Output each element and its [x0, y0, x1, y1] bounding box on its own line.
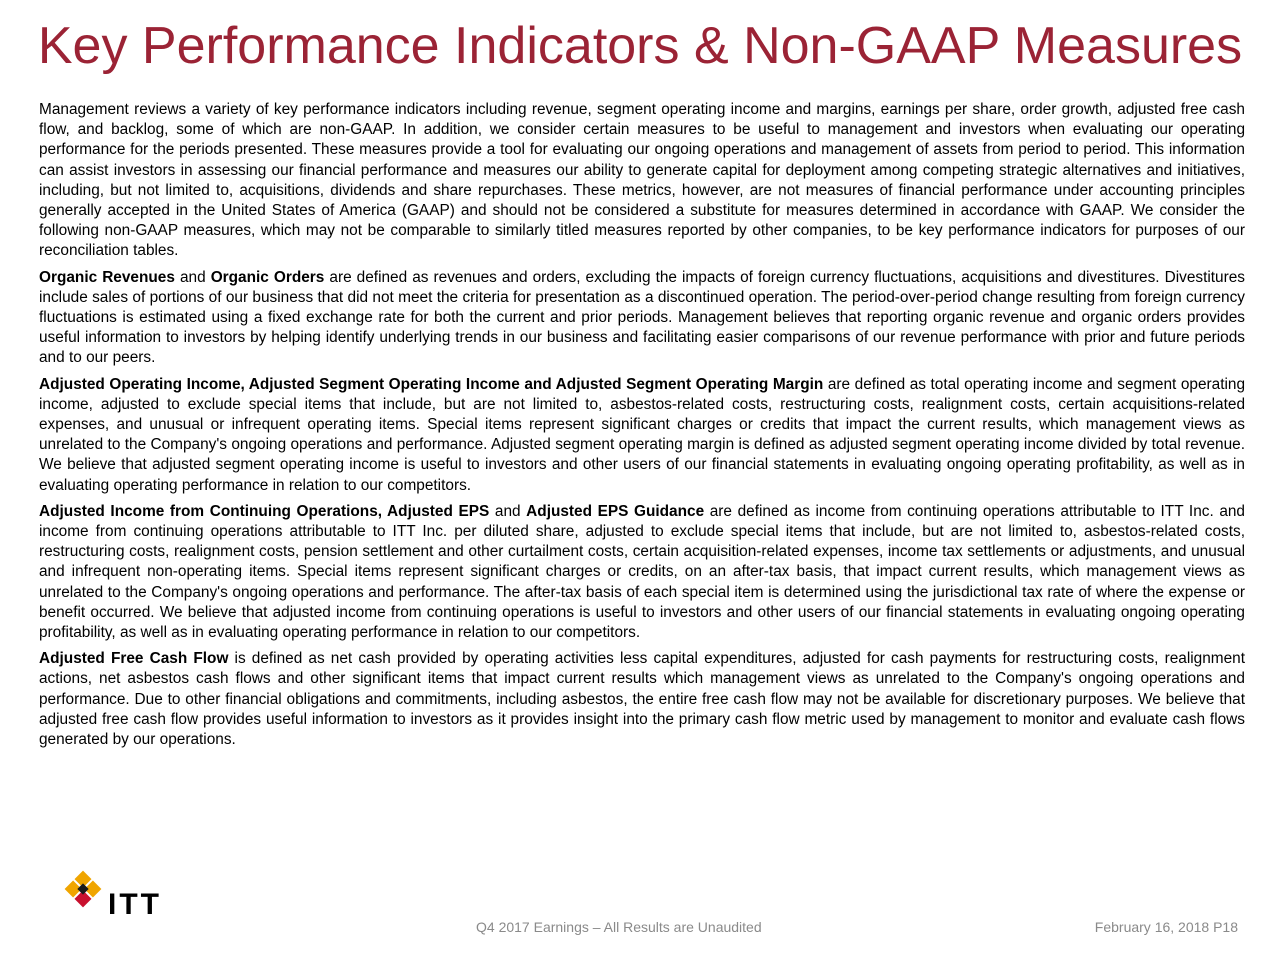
adjusted-eps-guidance-term: Adjusted EPS Guidance	[526, 502, 705, 520]
itt-logo-text: ITT	[108, 888, 162, 921]
footer-disclaimer: Q4 2017 Earnings – All Results are Unaudited	[476, 919, 762, 935]
itt-diamond-logo-icon	[60, 866, 106, 916]
adjusted-fcf-paragraph	[39, 649, 1245, 750]
adjusted-fcf-definition: is defined as net cash provided by operating activities less capital expenditures, adjusted for cash payments for restructuring costs, realignment actions, net asbestos cash flows and other significant items that impact current results which management views as unrelated to the Company's ongoing operations and performance. Due to other financial obligations and commitments, including asbestos, the entire free cash flow may not be available for discretionary purposes. We believe that adjusted free cash flow provides useful information to investors as it provides insight into the primary cash flow metric used by management to monitor and evaluate cash flows generated by our operations.	[39, 650, 1245, 749]
adjusted-operating-term: Adjusted Operating Income, Adjusted Segment Operating Income and Adjusted Segment Operating Margin	[39, 375, 824, 393]
adjusted-operating-paragraph	[39, 375, 1245, 496]
organic-orders-term: Organic Orders	[210, 268, 325, 286]
itt-logo	[60, 866, 180, 928]
adjusted-fcf-term: Adjusted Free Cash Flow	[39, 650, 229, 668]
organic-paragraph	[39, 268, 1245, 369]
footer-date-page: February 16, 2018 P18	[1094, 919, 1238, 935]
intro-paragraph: Management reviews a variety of key performance indicators including revenue, segment operating income and margins, earnings per share, order growth, adjusted free cash flow, and backlog, some of which are non-GAAP. In addition, we consider certain measures to be useful to management and investors when evaluating our operating performance for the periods presented. These measures provide a tool for evaluating our ongoing operations and management of assets from period to period. This information can assist investors in assessing our financial performance and measures our ability to generate capital for deployment among competing strategic alternatives and initiatives, including, but not limited to, acquisitions, dividends and share repurchases. These metrics, however, are not measures of financial performance under accounting principles generally accepted in the United States of America (GAAP) and should not be considered a substitute for measures determined in accordance with GAAP. We consider the following non-GAAP measures, which may not be comparable to similarly titled measures reported by other companies, to be key performance indicators for purposes of our reconciliation tables.	[39, 101, 1245, 260]
organic-revenues-term: Organic Revenues	[39, 268, 175, 286]
adjusted-income-term: Adjusted Income from Continuing Operations, Adjusted EPS	[39, 502, 490, 520]
organic-definition: are defined as revenues and orders, excluding the impacts of foreign currency fluctuations, acquisitions and divestitures. Divestitures include sales of portions of our business that did not meet the criteria for presentation as a discontinued operation. The period-over-period change resulting from foreign currency fluctuations is estimated using a fixed exchange rate for both the current and prior periods. Management believes that reporting organic revenue and organic orders provides useful information to investors by helping identify underlying trends in our business and facilitating easier comparisons of our revenue performance with prior and future periods and to our peers.	[39, 268, 1245, 367]
slide-title: Key Performance Indicators & Non-GAAP Measures	[37, 17, 1243, 75]
body-text	[39, 100, 1245, 756]
adjusted-income-paragraph	[39, 502, 1245, 643]
adjusted-income-and: and	[489, 502, 527, 520]
adjusted-income-definition: are defined as income from continuing operations attributable to ITT Inc. and income from continuing operations attributable to ITT Inc. per diluted share, adjusted to exclude special items that include, but are not limited to, asbestos-related costs, restructuring costs, realignment costs, pension settlement and other curtailment costs, certain acquisition-related expenses, income tax settlements or adjustments, and unusual and infrequent non-operating items. Special items represent significant charges or credits, on an after-tax basis, that impact current results, which management views as unrelated to the Company's ongoing operations and performance. The after-tax basis of each special item is determined using the jurisdictional tax rate of where the expense or benefit occurred. We believe that adjusted income from continuing operations is useful to investors and other users of our financial statements in evaluating ongoing operating profitability, as well as in evaluating operating performance in relation to our competitors.	[39, 502, 1245, 642]
organic-and: and	[174, 268, 211, 286]
adjusted-operating-definition: are defined as total operating income and segment operating income, adjusted to exclude special items that include, but are not limited to, asbestos-related costs, restructuring costs, realignment costs, certain acquisitions-related expenses, and unusual or infrequent operating items. Special items represent significant charges or credits that impact the current results, which management views as unrelated to the Company's ongoing operations and performance. Adjusted segment operating margin is defined as adjusted segment operating income divided by total revenue. We believe that adjusted segment operating income is useful to investors and other users of our financial statements in evaluating ongoing operating profitability, as well as in evaluating operating performance in relation to our competitors.	[39, 375, 1246, 494]
